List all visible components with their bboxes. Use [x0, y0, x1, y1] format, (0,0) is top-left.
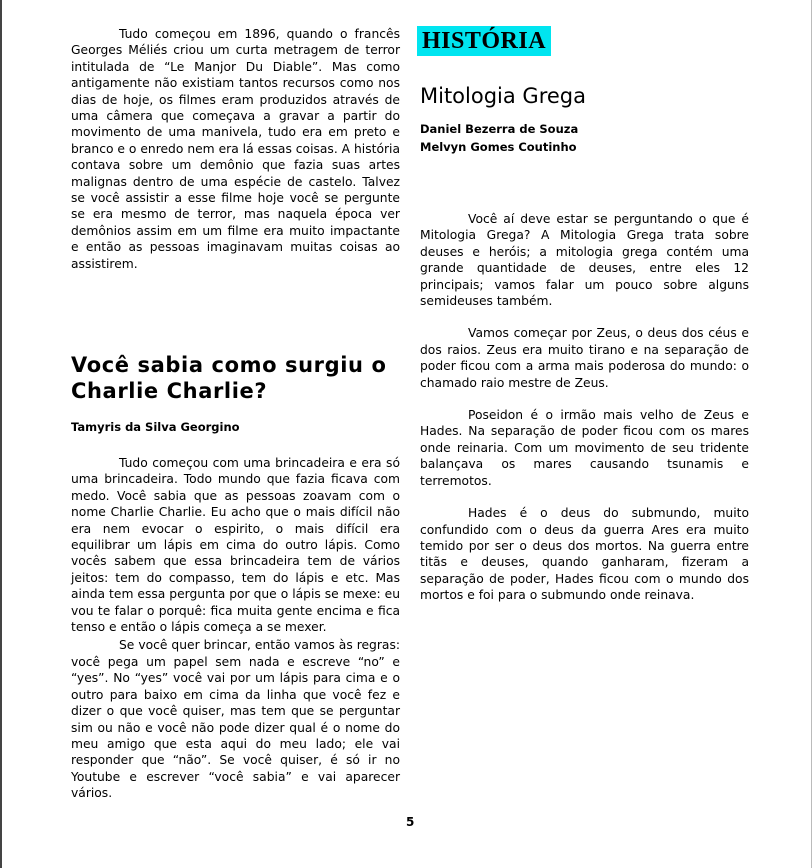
left-paragraph: Tudo começou com uma brincadeira e era só uma brincadeira. Todo mundo que fazia ficava com medo. Você sabia que as pessoas zoavam com o nome Charlie Charlie. Eu acho que o mais difícil não era nem evocar o espirito, o mais difícil era equilibrar um lápis em cima do outro lápis. Como vocês sabem que essa brincadeira tem de vários jeitos: tem do compasso, tem do lápis e etc. Mas ainda tem essa pergunta por que o lápis se mexe: eu vou te falar o porquê: fica muita gente encima e fica tenso e então o lápis começa a se mexer. [71, 456, 400, 635]
section-tag-historia: HISTÓRIA [417, 26, 551, 56]
article-title-mitologia: Mitologia Grega [420, 84, 586, 108]
right-column-body [420, 211, 749, 604]
right-paragraph: Poseidon é o irmão mais velho de Zeus e Hades. Na separação de poder ficou com os mares onde reinaria. Com um movimento de seu tridente balançava os mares causando tsunamis e terremotos. [420, 408, 749, 488]
right-paragraph: Você aí deve estar se perguntando o que é Mitologia Grega? A Mitologia Grega trata sobre deuses e heróis; a mitologia grega contém uma grande quantidade de deuses, entre eles 12 principais; vamos falar um pouco sobre alguns semideuses também. [420, 212, 749, 309]
left-column-body [71, 455, 400, 802]
left-paragraph: Se você quer brincar, então vamos às regras: você pega um papel sem nada e escreve “no” e “yes”. No “yes” você vai por um lápis para cima e o outro para baixo em cima da linha que você fez e dizer o que você quiser, mas tem que se perguntar sim ou não e você não pode dizer qual é o nome do meu amigo que esta aqui do meu lado; ele vai responder que “não”. Se você quiser, é só ir no Youtube e escrever “você sabia” e vai aparecer vários. [71, 638, 400, 801]
right-paragraph: Vamos começar por Zeus, o deus dos céus e dos raios. Zeus era muito tirano e na separação de poder ficou com a arma mais poderosa do mundo: o chamado raio mestre de Zeus. [420, 326, 749, 390]
page-number: 5 [406, 815, 415, 829]
author-name: Melvyn Gomes Coutinho [420, 140, 577, 154]
left-column-intro [71, 26, 400, 272]
article-author-left: Tamyris da Silva Georgino [71, 420, 240, 434]
right-paragraph: Hades é o deus do submundo, muito confundido com o deus da guerra Ares era muito temido por ser o deus dos mortos. Na guerra entre titãs e deuses, quando ganharam, fizeram a separação de poder, Hades ficou com o mundo dos mortos e foi para o submundo onde reinava. [420, 506, 749, 603]
intro-paragraph: Tudo começou em 1896, quando o francês Georges Méliés criou um curta metragem de terror intitulada de “Le Manjor Du Diable”. Mas como antigamente não existiam tantos recursos como nos dias de hoje, os filmes eram produzidos através de uma câmera que começava a gravar a partir do movimento de uma manivela, tudo era em preto e branco e o enredo nem era lá essas coisas. A história contava sobre um demônio que fazia suas artes malignas dentro de uma espécie de castelo. Talvez se você assistir a esse filme hoje você se pergunte se era mesmo de terror, mas naquela época ver demônios assim em um filme era muito impactante e então as pessoas imaginavam muitas coisas ao assistirem. [71, 27, 400, 271]
author-name: Daniel Bezerra de Souza [420, 122, 579, 136]
article-authors-right [420, 120, 578, 156]
article-title-charlie: Você sabia como surgiu o Charlie Charlie? [71, 353, 387, 403]
